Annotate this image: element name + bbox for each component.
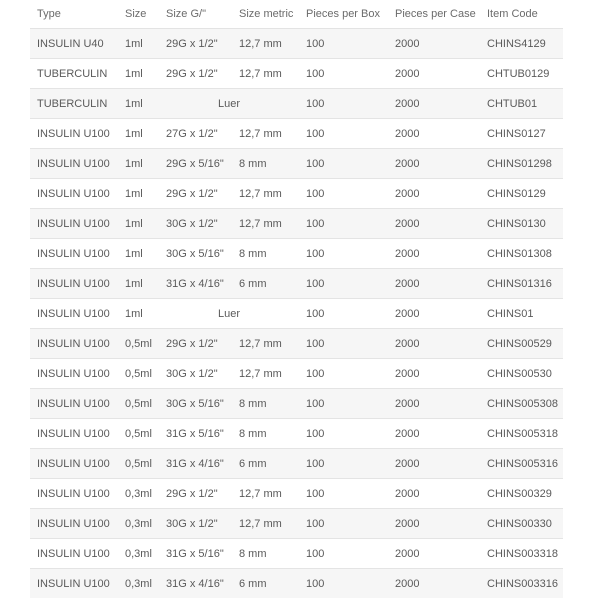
header-pieces-per-case: Pieces per Case bbox=[388, 0, 482, 29]
cell-type: INSULIN U100 bbox=[30, 239, 118, 269]
cell-type: INSULIN U100 bbox=[30, 179, 118, 209]
cell-pieces-per-case: 2000 bbox=[388, 299, 482, 329]
table-row bbox=[30, 479, 563, 509]
cell-size-gauge: 30G x 1/2" bbox=[159, 359, 232, 389]
cell-size: 1ml bbox=[118, 59, 159, 89]
cell-size-gauge: 30G x 1/2" bbox=[159, 509, 232, 539]
cell-size-metric: 12,7 mm bbox=[232, 179, 299, 209]
cell-size-gauge: 29G x 1/2" bbox=[159, 59, 232, 89]
cell-size-metric: 12,7 mm bbox=[232, 329, 299, 359]
table-row bbox=[30, 569, 563, 599]
cell-item-code: CHINS003316 bbox=[482, 569, 563, 599]
cell-size-metric: 6 mm bbox=[232, 449, 299, 479]
table-row bbox=[30, 539, 563, 569]
cell-size-gauge: 27G x 1/2" bbox=[159, 119, 232, 149]
cell-pieces-per-case: 2000 bbox=[388, 269, 482, 299]
table-row bbox=[30, 509, 563, 539]
cell-size-gauge: 29G x 1/2" bbox=[159, 479, 232, 509]
cell-type: TUBERCULIN bbox=[30, 89, 118, 119]
cell-pieces-per-box: 100 bbox=[299, 299, 388, 329]
cell-size-metric: 12,7 mm bbox=[232, 479, 299, 509]
cell-type: INSULIN U100 bbox=[30, 389, 118, 419]
header-pieces-per-box: Pieces per Box bbox=[299, 0, 388, 29]
cell-pieces-per-box: 100 bbox=[299, 569, 388, 599]
cell-item-code: CHINS01316 bbox=[482, 269, 563, 299]
cell-pieces-per-case: 2000 bbox=[388, 209, 482, 239]
cell-size-metric: 12,7 mm bbox=[232, 359, 299, 389]
cell-type: INSULIN U100 bbox=[30, 509, 118, 539]
cell-pieces-per-case: 2000 bbox=[388, 239, 482, 269]
cell-type: TUBERCULIN bbox=[30, 59, 118, 89]
cell-item-code: CHINS003318 bbox=[482, 539, 563, 569]
cell-pieces-per-box: 100 bbox=[299, 209, 388, 239]
cell-type: INSULIN U40 bbox=[30, 29, 118, 59]
cell-size-gauge: 29G x 1/2" bbox=[159, 329, 232, 359]
table-row bbox=[30, 239, 563, 269]
cell-item-code: CHINS01 bbox=[482, 299, 563, 329]
cell-size-gauge: 29G x 1/2" bbox=[159, 29, 232, 59]
cell-size-metric: 8 mm bbox=[232, 389, 299, 419]
table-row bbox=[30, 89, 563, 119]
cell-size: 1ml bbox=[118, 179, 159, 209]
cell-item-code: CHINS00529 bbox=[482, 329, 563, 359]
cell-item-code: CHINS00329 bbox=[482, 479, 563, 509]
table-row bbox=[30, 149, 563, 179]
cell-size: 0,5ml bbox=[118, 329, 159, 359]
cell-type: INSULIN U100 bbox=[30, 149, 118, 179]
cell-type: INSULIN U100 bbox=[30, 269, 118, 299]
cell-size-gauge: 30G x 5/16" bbox=[159, 239, 232, 269]
header-size-metric: Size metric bbox=[232, 0, 299, 29]
cell-size: 1ml bbox=[118, 29, 159, 59]
cell-pieces-per-case: 2000 bbox=[388, 389, 482, 419]
cell-item-code: CHINS0130 bbox=[482, 209, 563, 239]
cell-item-code: CHINS00530 bbox=[482, 359, 563, 389]
cell-pieces-per-box: 100 bbox=[299, 239, 388, 269]
cell-size: 0,3ml bbox=[118, 479, 159, 509]
header-row bbox=[30, 0, 563, 29]
table-row bbox=[30, 299, 563, 329]
cell-pieces-per-case: 2000 bbox=[388, 149, 482, 179]
cell-size: 1ml bbox=[118, 299, 159, 329]
cell-connector: Luer bbox=[159, 89, 299, 119]
cell-size: 0,5ml bbox=[118, 359, 159, 389]
cell-item-code: CHINS005318 bbox=[482, 419, 563, 449]
cell-pieces-per-case: 2000 bbox=[388, 449, 482, 479]
cell-pieces-per-box: 100 bbox=[299, 29, 388, 59]
cell-size-gauge: 29G x 1/2" bbox=[159, 179, 232, 209]
cell-item-code: CHINS0129 bbox=[482, 179, 563, 209]
cell-pieces-per-case: 2000 bbox=[388, 29, 482, 59]
cell-item-code: CHINS005316 bbox=[482, 449, 563, 479]
cell-type: INSULIN U100 bbox=[30, 209, 118, 239]
cell-item-code: CHINS0127 bbox=[482, 119, 563, 149]
cell-type: INSULIN U100 bbox=[30, 569, 118, 599]
cell-type: INSULIN U100 bbox=[30, 539, 118, 569]
cell-type: INSULIN U100 bbox=[30, 299, 118, 329]
table-row bbox=[30, 329, 563, 359]
table-header bbox=[30, 0, 563, 29]
cell-size-metric: 6 mm bbox=[232, 269, 299, 299]
cell-connector: Luer bbox=[159, 299, 299, 329]
cell-size: 0,5ml bbox=[118, 389, 159, 419]
cell-size-gauge: 30G x 5/16" bbox=[159, 389, 232, 419]
cell-item-code: CHINS01298 bbox=[482, 149, 563, 179]
cell-pieces-per-box: 100 bbox=[299, 149, 388, 179]
cell-type: INSULIN U100 bbox=[30, 119, 118, 149]
cell-item-code: CHINS005308 bbox=[482, 389, 563, 419]
cell-item-code: CHTUB01 bbox=[482, 89, 563, 119]
table-row bbox=[30, 29, 563, 59]
table-row bbox=[30, 269, 563, 299]
cell-type: INSULIN U100 bbox=[30, 419, 118, 449]
cell-size-metric: 6 mm bbox=[232, 569, 299, 599]
cell-type: INSULIN U100 bbox=[30, 449, 118, 479]
cell-size-gauge: 29G x 5/16" bbox=[159, 149, 232, 179]
cell-size-metric: 12,7 mm bbox=[232, 29, 299, 59]
cell-pieces-per-case: 2000 bbox=[388, 119, 482, 149]
cell-size-gauge: 30G x 1/2" bbox=[159, 209, 232, 239]
cell-pieces-per-case: 2000 bbox=[388, 179, 482, 209]
cell-size-metric: 8 mm bbox=[232, 419, 299, 449]
table-row bbox=[30, 209, 563, 239]
cell-size-gauge: 31G x 4/16" bbox=[159, 569, 232, 599]
cell-pieces-per-case: 2000 bbox=[388, 59, 482, 89]
header-size-gauge: Size G/" bbox=[159, 0, 232, 29]
cell-size-metric: 8 mm bbox=[232, 539, 299, 569]
cell-pieces-per-case: 2000 bbox=[388, 569, 482, 599]
table-row bbox=[30, 419, 563, 449]
cell-size: 1ml bbox=[118, 209, 159, 239]
cell-pieces-per-box: 100 bbox=[299, 89, 388, 119]
product-table-container bbox=[30, 0, 563, 598]
cell-pieces-per-case: 2000 bbox=[388, 89, 482, 119]
cell-pieces-per-box: 100 bbox=[299, 389, 388, 419]
cell-size: 1ml bbox=[118, 149, 159, 179]
cell-size: 0,5ml bbox=[118, 449, 159, 479]
cell-size-metric: 12,7 mm bbox=[232, 119, 299, 149]
cell-size: 1ml bbox=[118, 89, 159, 119]
cell-size-metric: 12,7 mm bbox=[232, 509, 299, 539]
cell-pieces-per-box: 100 bbox=[299, 59, 388, 89]
cell-size-gauge: 31G x 4/16" bbox=[159, 269, 232, 299]
cell-type: INSULIN U100 bbox=[30, 479, 118, 509]
cell-pieces-per-case: 2000 bbox=[388, 329, 482, 359]
table-body bbox=[30, 29, 563, 599]
cell-pieces-per-case: 2000 bbox=[388, 509, 482, 539]
cell-pieces-per-box: 100 bbox=[299, 269, 388, 299]
cell-pieces-per-box: 100 bbox=[299, 449, 388, 479]
cell-size-metric: 12,7 mm bbox=[232, 59, 299, 89]
cell-size: 0,3ml bbox=[118, 539, 159, 569]
cell-size-metric: 8 mm bbox=[232, 239, 299, 269]
cell-type: INSULIN U100 bbox=[30, 359, 118, 389]
cell-pieces-per-box: 100 bbox=[299, 479, 388, 509]
cell-size: 0,3ml bbox=[118, 509, 159, 539]
table-row bbox=[30, 449, 563, 479]
cell-size: 0,3ml bbox=[118, 569, 159, 599]
cell-item-code: CHTUB0129 bbox=[482, 59, 563, 89]
cell-pieces-per-case: 2000 bbox=[388, 419, 482, 449]
table-row bbox=[30, 119, 563, 149]
cell-size-metric: 8 mm bbox=[232, 149, 299, 179]
cell-pieces-per-box: 100 bbox=[299, 329, 388, 359]
cell-size-gauge: 31G x 5/16" bbox=[159, 539, 232, 569]
product-table bbox=[30, 0, 563, 598]
table-row bbox=[30, 359, 563, 389]
cell-size-metric: 12,7 mm bbox=[232, 209, 299, 239]
cell-size: 1ml bbox=[118, 119, 159, 149]
header-item-code: Item Code bbox=[482, 0, 563, 29]
cell-pieces-per-box: 100 bbox=[299, 539, 388, 569]
table-row bbox=[30, 389, 563, 419]
cell-item-code: CHINS00330 bbox=[482, 509, 563, 539]
header-size: Size bbox=[118, 0, 159, 29]
cell-size: 0,5ml bbox=[118, 419, 159, 449]
cell-pieces-per-box: 100 bbox=[299, 179, 388, 209]
cell-size-gauge: 31G x 5/16" bbox=[159, 419, 232, 449]
header-type: Type bbox=[30, 0, 118, 29]
cell-size: 1ml bbox=[118, 239, 159, 269]
cell-item-code: CHINS4129 bbox=[482, 29, 563, 59]
cell-pieces-per-box: 100 bbox=[299, 119, 388, 149]
cell-pieces-per-box: 100 bbox=[299, 509, 388, 539]
cell-pieces-per-case: 2000 bbox=[388, 539, 482, 569]
table-row bbox=[30, 179, 563, 209]
cell-pieces-per-case: 2000 bbox=[388, 479, 482, 509]
cell-size: 1ml bbox=[118, 269, 159, 299]
cell-pieces-per-box: 100 bbox=[299, 359, 388, 389]
cell-pieces-per-box: 100 bbox=[299, 419, 388, 449]
cell-pieces-per-case: 2000 bbox=[388, 359, 482, 389]
cell-item-code: CHINS01308 bbox=[482, 239, 563, 269]
cell-size-gauge: 31G x 4/16" bbox=[159, 449, 232, 479]
cell-type: INSULIN U100 bbox=[30, 329, 118, 359]
table-row bbox=[30, 59, 563, 89]
